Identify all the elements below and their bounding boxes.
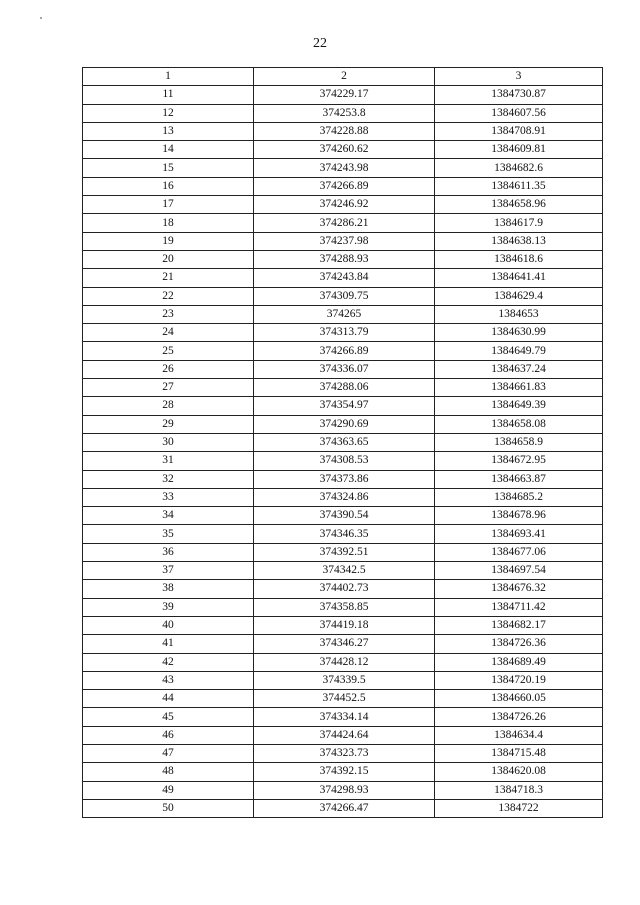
cell-x-coordinate: 374392.51 — [254, 543, 435, 561]
table-row — [83, 287, 603, 305]
cell-y-coordinate: 1384720.19 — [435, 671, 603, 689]
cell-point-number: 30 — [83, 433, 254, 451]
cell-x-coordinate: 374243.84 — [254, 269, 435, 287]
cell-x-coordinate: 374288.06 — [254, 379, 435, 397]
column-header-y: 3 — [435, 68, 603, 86]
cell-point-number: 21 — [83, 269, 254, 287]
table-header-row — [83, 68, 603, 86]
cell-x-coordinate: 374323.73 — [254, 744, 435, 762]
table-row — [83, 726, 603, 744]
table-row — [83, 781, 603, 799]
table-row — [83, 616, 603, 634]
cell-x-coordinate: 374243.98 — [254, 159, 435, 177]
cell-x-coordinate: 374363.65 — [254, 433, 435, 451]
cell-point-number: 16 — [83, 177, 254, 195]
cell-y-coordinate: 1384726.26 — [435, 708, 603, 726]
cell-y-coordinate: 1384634.4 — [435, 726, 603, 744]
cell-y-coordinate: 1384630.99 — [435, 324, 603, 342]
table-row — [83, 525, 603, 543]
cell-point-number: 37 — [83, 562, 254, 580]
table-body — [83, 86, 603, 818]
cell-y-coordinate: 1384730.87 — [435, 86, 603, 104]
cell-x-coordinate: 374286.21 — [254, 214, 435, 232]
table-row — [83, 543, 603, 561]
table-row — [83, 433, 603, 451]
cell-y-coordinate: 1384708.91 — [435, 122, 603, 140]
cell-x-coordinate: 374373.86 — [254, 470, 435, 488]
table-row — [83, 488, 603, 506]
cell-point-number: 13 — [83, 122, 254, 140]
cell-x-coordinate: 374308.53 — [254, 452, 435, 470]
table-row — [83, 360, 603, 378]
cell-x-coordinate: 374313.79 — [254, 324, 435, 342]
cell-y-coordinate: 1384726.36 — [435, 635, 603, 653]
cell-y-coordinate: 1384637.24 — [435, 360, 603, 378]
cell-y-coordinate: 1384678.96 — [435, 507, 603, 525]
cell-y-coordinate: 1384649.79 — [435, 342, 603, 360]
cell-y-coordinate: 1384682.17 — [435, 616, 603, 634]
table-row — [83, 708, 603, 726]
cell-point-number: 40 — [83, 616, 254, 634]
cell-point-number: 15 — [83, 159, 254, 177]
cell-x-coordinate: 374229.17 — [254, 86, 435, 104]
table-row — [83, 690, 603, 708]
table-row — [83, 653, 603, 671]
table-row — [83, 342, 603, 360]
cell-point-number: 24 — [83, 324, 254, 342]
cell-x-coordinate: 374228.88 — [254, 122, 435, 140]
cell-x-coordinate: 374336.07 — [254, 360, 435, 378]
cell-x-coordinate: 374288.93 — [254, 250, 435, 268]
cell-y-coordinate: 1384689.49 — [435, 653, 603, 671]
cell-x-coordinate: 374298.93 — [254, 781, 435, 799]
cell-y-coordinate: 1384658.9 — [435, 433, 603, 451]
cell-y-coordinate: 1384661.83 — [435, 379, 603, 397]
cell-point-number: 27 — [83, 379, 254, 397]
cell-x-coordinate: 374324.86 — [254, 488, 435, 506]
table-row — [83, 141, 603, 159]
cell-point-number: 44 — [83, 690, 254, 708]
table-row — [83, 196, 603, 214]
cell-point-number: 48 — [83, 763, 254, 781]
table-row — [83, 635, 603, 653]
cell-point-number: 34 — [83, 507, 254, 525]
coordinates-table — [82, 67, 603, 818]
cell-y-coordinate: 1384609.81 — [435, 141, 603, 159]
cell-point-number: 46 — [83, 726, 254, 744]
cell-point-number: 26 — [83, 360, 254, 378]
table-row — [83, 470, 603, 488]
column-header-x: 2 — [254, 68, 435, 86]
table-row — [83, 452, 603, 470]
cell-point-number: 35 — [83, 525, 254, 543]
cell-y-coordinate: 1384677.06 — [435, 543, 603, 561]
cell-point-number: 28 — [83, 397, 254, 415]
cell-y-coordinate: 1384715.48 — [435, 744, 603, 762]
table-row — [83, 415, 603, 433]
cell-point-number: 32 — [83, 470, 254, 488]
cell-point-number: 14 — [83, 141, 254, 159]
cell-y-coordinate: 1384711.42 — [435, 598, 603, 616]
cell-x-coordinate: 374266.47 — [254, 799, 435, 817]
cell-point-number: 25 — [83, 342, 254, 360]
cell-x-coordinate: 374390.54 — [254, 507, 435, 525]
cell-x-coordinate: 374346.35 — [254, 525, 435, 543]
cell-x-coordinate: 374354.97 — [254, 397, 435, 415]
cell-y-coordinate: 1384693.41 — [435, 525, 603, 543]
table-row — [83, 177, 603, 195]
cell-point-number: 12 — [83, 104, 254, 122]
cell-point-number: 45 — [83, 708, 254, 726]
scan-speck — [40, 17, 42, 19]
table-row — [83, 671, 603, 689]
cell-x-coordinate: 374402.73 — [254, 580, 435, 598]
cell-point-number: 49 — [83, 781, 254, 799]
cell-x-coordinate: 374342.5 — [254, 562, 435, 580]
table-row — [83, 598, 603, 616]
table-row — [83, 250, 603, 268]
table-row — [83, 763, 603, 781]
cell-y-coordinate: 1384685.2 — [435, 488, 603, 506]
cell-point-number: 36 — [83, 543, 254, 561]
cell-x-coordinate: 374334.14 — [254, 708, 435, 726]
cell-y-coordinate: 1384629.4 — [435, 287, 603, 305]
table-row — [83, 324, 603, 342]
cell-point-number: 23 — [83, 305, 254, 323]
cell-x-coordinate: 374266.89 — [254, 342, 435, 360]
cell-point-number: 43 — [83, 671, 254, 689]
table-row — [83, 799, 603, 817]
cell-x-coordinate: 374452.5 — [254, 690, 435, 708]
table-row — [83, 379, 603, 397]
cell-x-coordinate: 374424.64 — [254, 726, 435, 744]
cell-point-number: 33 — [83, 488, 254, 506]
cell-y-coordinate: 1384676.32 — [435, 580, 603, 598]
column-header-point-number: 1 — [83, 68, 254, 86]
cell-y-coordinate: 1384649.39 — [435, 397, 603, 415]
cell-y-coordinate: 1384620.08 — [435, 763, 603, 781]
table-row — [83, 580, 603, 598]
cell-y-coordinate: 1384658.08 — [435, 415, 603, 433]
cell-x-coordinate: 374309.75 — [254, 287, 435, 305]
cell-point-number: 11 — [83, 86, 254, 104]
cell-x-coordinate: 374346.27 — [254, 635, 435, 653]
cell-y-coordinate: 1384660.05 — [435, 690, 603, 708]
cell-y-coordinate: 1384607.56 — [435, 104, 603, 122]
cell-point-number: 18 — [83, 214, 254, 232]
cell-y-coordinate: 1384638.13 — [435, 232, 603, 250]
cell-point-number: 41 — [83, 635, 254, 653]
cell-x-coordinate: 374392.15 — [254, 763, 435, 781]
table-row — [83, 214, 603, 232]
cell-x-coordinate: 374253.8 — [254, 104, 435, 122]
table-row — [83, 232, 603, 250]
cell-x-coordinate: 374265 — [254, 305, 435, 323]
table-row — [83, 305, 603, 323]
cell-y-coordinate: 1384658.96 — [435, 196, 603, 214]
table-row — [83, 159, 603, 177]
cell-point-number: 38 — [83, 580, 254, 598]
cell-point-number: 31 — [83, 452, 254, 470]
cell-x-coordinate: 374260.62 — [254, 141, 435, 159]
cell-x-coordinate: 374237.98 — [254, 232, 435, 250]
cell-y-coordinate: 1384697.54 — [435, 562, 603, 580]
table-row — [83, 562, 603, 580]
cell-y-coordinate: 1384672.95 — [435, 452, 603, 470]
table-row — [83, 104, 603, 122]
table-row — [83, 269, 603, 287]
cell-point-number: 20 — [83, 250, 254, 268]
table-row — [83, 397, 603, 415]
cell-x-coordinate: 374246.92 — [254, 196, 435, 214]
table-row — [83, 86, 603, 104]
cell-x-coordinate: 374358.85 — [254, 598, 435, 616]
page-number: 22 — [313, 36, 327, 51]
table-row — [83, 507, 603, 525]
cell-point-number: 29 — [83, 415, 254, 433]
cell-x-coordinate: 374339.5 — [254, 671, 435, 689]
cell-point-number: 19 — [83, 232, 254, 250]
cell-point-number: 39 — [83, 598, 254, 616]
cell-y-coordinate: 1384682.6 — [435, 159, 603, 177]
cell-x-coordinate: 374419.18 — [254, 616, 435, 634]
cell-y-coordinate: 1384653 — [435, 305, 603, 323]
cell-y-coordinate: 1384611.35 — [435, 177, 603, 195]
cell-y-coordinate: 1384718.3 — [435, 781, 603, 799]
cell-y-coordinate: 1384663.87 — [435, 470, 603, 488]
cell-y-coordinate: 1384641.41 — [435, 269, 603, 287]
table-row — [83, 744, 603, 762]
cell-y-coordinate: 1384722 — [435, 799, 603, 817]
cell-point-number: 50 — [83, 799, 254, 817]
cell-point-number: 17 — [83, 196, 254, 214]
cell-point-number: 22 — [83, 287, 254, 305]
cell-y-coordinate: 1384617.9 — [435, 214, 603, 232]
cell-x-coordinate: 374428.12 — [254, 653, 435, 671]
cell-point-number: 42 — [83, 653, 254, 671]
cell-x-coordinate: 374290.69 — [254, 415, 435, 433]
cell-point-number: 47 — [83, 744, 254, 762]
cell-x-coordinate: 374266.89 — [254, 177, 435, 195]
cell-y-coordinate: 1384618.6 — [435, 250, 603, 268]
table-row — [83, 122, 603, 140]
